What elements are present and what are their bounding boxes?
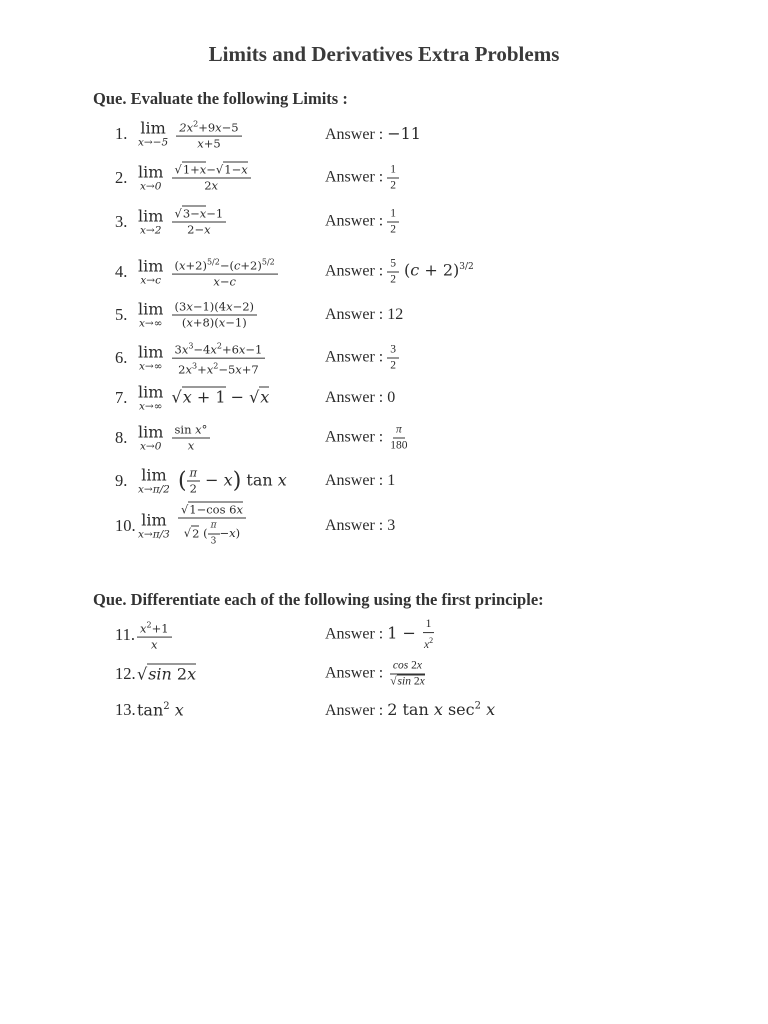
answer: Answer : 1 − $\frac{1}{x^2}$	[325, 618, 434, 651]
limit-problem-1	[115, 114, 535, 154]
limit-problem-7	[115, 378, 535, 418]
limit-problem-4	[115, 252, 535, 292]
derivative-problem-12	[115, 654, 535, 694]
derivative-problem-11	[115, 615, 535, 655]
problem-number: 7.	[115, 388, 128, 407]
answer: Answer : 1	[325, 472, 396, 489]
answer: Answer : $\frac{5}{2}$ $(c + 2)^{3/2}$	[325, 257, 474, 286]
limit-problem-6	[115, 338, 535, 378]
answer: Answer : $\frac{\pi}{180}$	[325, 423, 408, 452]
answer: Answer : −11	[325, 124, 421, 143]
answer: Answer : $\frac{3}{2}$	[325, 344, 399, 373]
problem-number: 8.	[115, 428, 128, 447]
answer: Answer : 0	[325, 389, 396, 406]
answer: Answer : $\frac{1}{2}$	[325, 164, 399, 193]
page-title: Limits and Derivatives Extra Problems	[208, 42, 560, 66]
problem-expression: lim x→∞ $\frac{(3x-1)(4x-2)}{(x+8)(x-1)}$	[138, 301, 257, 330]
problem-expression: lim x→c $\frac{(x+2)^{5/2}-(c+2)^{5/2}}{x-c}$	[138, 256, 278, 289]
problem-expression: lim x→−5 $\frac{2x^2+9x-5}{x+5}$	[138, 118, 242, 151]
problem-number: 6.	[115, 348, 128, 367]
limit-problem-8	[115, 418, 535, 458]
limit-problem-2	[115, 158, 535, 198]
problem-expression: √sin 2x	[137, 664, 197, 684]
answer: Answer : 3	[325, 517, 396, 534]
problem-expression: $\frac{x^2+1}{x}$	[137, 619, 172, 652]
problem-expression: lim x→∞ √x + 1 − √x	[138, 382, 270, 413]
limit-problem-9	[115, 461, 535, 501]
problem-number: 9.	[115, 471, 128, 490]
answer: Answer : 12	[325, 306, 404, 323]
problem-number: 12.	[115, 664, 136, 683]
problem-expression: $\tan^2 x$	[137, 700, 184, 720]
problem-number: 11.	[115, 625, 136, 644]
problem-number: 3.	[115, 212, 128, 231]
limit-problem-3	[115, 202, 535, 242]
answer: Answer : $\frac{\cos 2x}{√\sin 2x}$	[325, 659, 425, 688]
answer: Answer : $\frac{1}{2}$	[325, 208, 399, 237]
section-heading-derivatives: Que. Differentiate each of the following using the first principle:	[93, 590, 544, 609]
problem-number: 13.	[115, 700, 136, 719]
answer: Answer : 2 tan x $\sec^2 x$	[325, 700, 496, 719]
limit-problem-5	[115, 295, 535, 335]
problem-expression: lim x→2 $\frac{√3-x-1}{2-x}$	[138, 208, 226, 237]
problem-number: 1.	[115, 124, 128, 143]
problem-expression: lim x→0 $\frac{√1+x-√1-x}{2x}$	[138, 164, 251, 193]
section-heading-limits: Que. Evaluate the following Limits :	[93, 89, 348, 108]
problem-expression: lim x→π/3 √1−cos 6x √2 ( $\frac{\pi}{3}$ −x)	[138, 504, 246, 549]
limit-problem-10	[115, 502, 535, 547]
problem-number: 2.	[115, 168, 128, 187]
problem-expression: lim x→π/2 ( $\frac{\pi}{2}$ − x) tan x	[138, 465, 287, 496]
problem-number: 10.	[115, 516, 136, 535]
problem-number: 4.	[115, 262, 128, 281]
derivative-problem-13	[115, 690, 535, 730]
problem-expression: lim x→0 $\frac{\text{sin x°}}{x}$	[138, 424, 210, 453]
problem-expression: lim x→∞ $\frac{3x^3-4x^2+6x-1}{2x^3+x^2-5x+7}$	[138, 340, 265, 377]
problem-number: 5.	[115, 305, 128, 324]
